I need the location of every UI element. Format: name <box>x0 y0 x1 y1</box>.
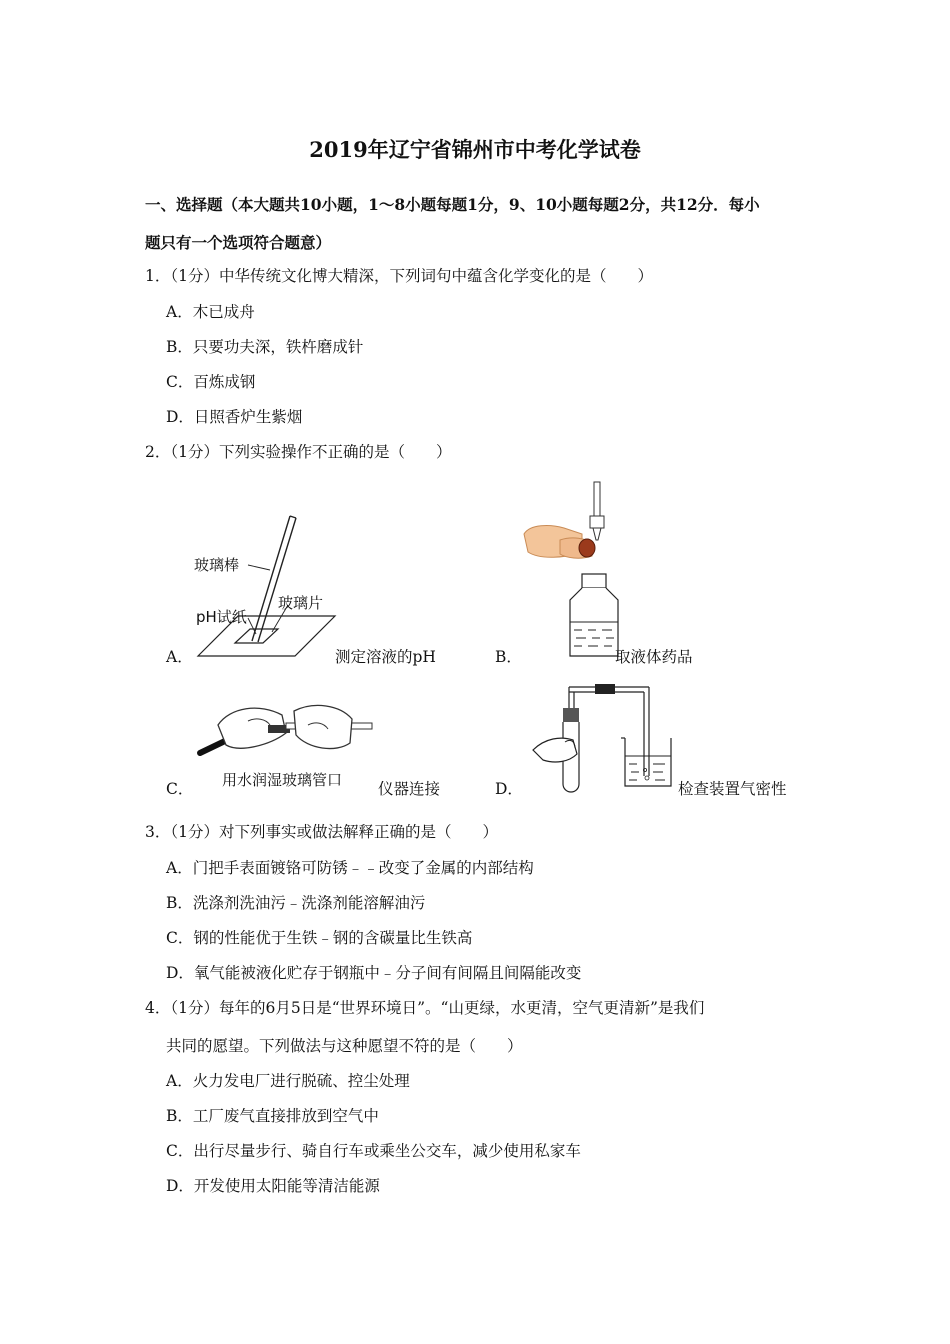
figure-b-caption: 取液体药品 <box>615 648 693 666</box>
question-1-option-b: B．只要功夫深，铁杵磨成针 <box>166 338 364 356</box>
tube-connection-figure <box>190 695 380 795</box>
figure-c-caption: 仪器连接 <box>378 780 441 798</box>
page-title: 2019年辽宁省锦州市中考化学试卷 <box>309 137 641 162</box>
question-4-stem-line1: 4．（1分）每年的6月5日是“世界环境日”。“山更绿，水更清，空气更清新”是我们 <box>145 999 705 1017</box>
question-3-stem: 3．（1分）对下列事实或做法解释正确的是（ ） <box>145 823 498 841</box>
figure-c-letter: C． <box>166 780 194 798</box>
question-3-option-b: B．洗涤剂洗油污﹣洗涤剂能溶解油污 <box>166 894 426 912</box>
ph-test-figure <box>190 510 350 660</box>
question-4-option-d: D．开发使用太阳能等清洁能源 <box>166 1177 380 1195</box>
question-3-option-a: A．门把手表面镀铬可防锈﹣﹣改变了金属的内部结构 <box>166 859 534 877</box>
figure-a-caption: 测定溶液的pH <box>335 648 436 666</box>
question-1-option-a: A．木已成舟 <box>166 303 255 321</box>
question-4-option-c: C．出行尽量步行、骑自行车或乘坐公交车，减少使用私家车 <box>166 1142 581 1160</box>
ph-paper-label: pH试纸 <box>196 608 247 626</box>
figure-d-letter: D． <box>495 780 523 798</box>
question-2-stem: 2．（1分）下列实验操作不正确的是（ ） <box>145 443 452 461</box>
figure-b-letter: B． <box>495 648 522 666</box>
figure-a-letter: A． <box>166 648 193 666</box>
glass-rod-label: 玻璃棒 <box>194 556 240 574</box>
section-heading-line2: 题只有一个选项符合题意） <box>145 233 332 252</box>
question-1-option-d: D．日照香炉生紫烟 <box>166 408 303 426</box>
question-3-option-c: C．钢的性能优于生铁﹣钢的含碳量比生铁高 <box>166 929 473 947</box>
airtightness-figure <box>525 680 675 795</box>
figure-d-caption: 检查装置气密性 <box>678 780 787 798</box>
question-1-option-c: C．百炼成钢 <box>166 373 256 391</box>
question-4-option-a: A．火力发电厂进行脱硫、控尘处理 <box>166 1072 410 1090</box>
glass-plate-label: 玻璃片 <box>278 594 324 612</box>
question-1-stem: 1．（1分）中华传统文化博大精深，下列词句中蕴含化学变化的是（ ） <box>145 267 653 285</box>
question-3-option-d: D．氧气能被液化贮存于钢瓶中﹣分子间有间隔且间隔能改变 <box>166 964 582 982</box>
dropper-bottle-figure <box>520 478 630 660</box>
question-4-option-b: B．工厂废气直接排放到空气中 <box>166 1107 379 1125</box>
wet-tube-label: 用水润湿玻璃管口 <box>222 771 343 789</box>
question-4-stem-line2: 共同的愿望。下列做法与这种愿望不符的是（ ） <box>166 1037 523 1055</box>
section-heading-line1: 一、选择题（本大题共10小题，1～8小题每题1分，9、10小题每题2分，共12分．每小 <box>145 195 760 214</box>
